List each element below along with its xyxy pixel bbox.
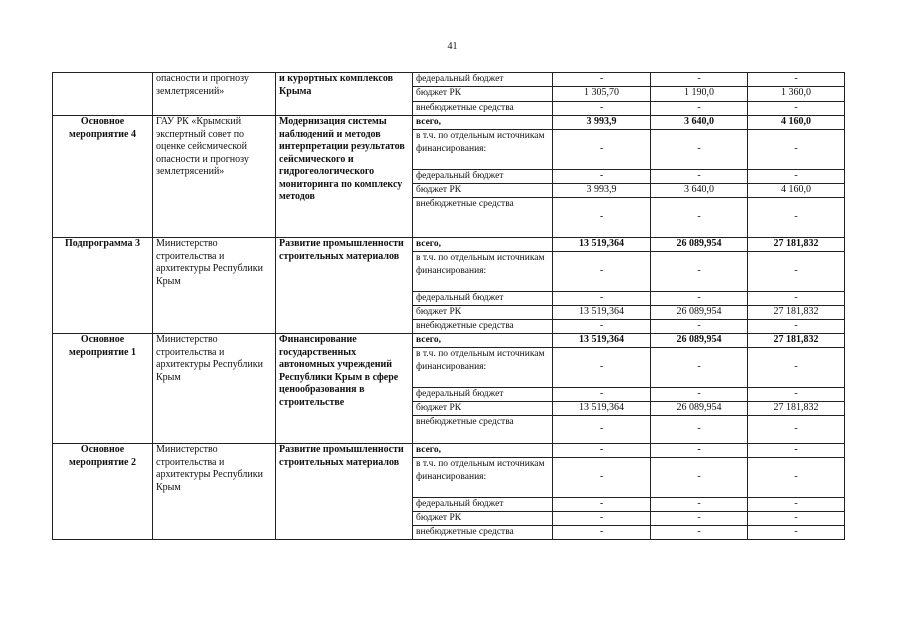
funding-source-cell: всего, bbox=[413, 444, 553, 458]
value-cell: - bbox=[553, 102, 651, 116]
value-cell: - bbox=[553, 512, 651, 526]
funding-source-cell: в т.ч. по отдельным источникам финансирования: bbox=[413, 458, 553, 498]
value-cell: 27 181,832 bbox=[748, 238, 845, 252]
value-cell: - bbox=[748, 512, 845, 526]
value-cell: 13 519,364 bbox=[553, 306, 651, 320]
value-cell: 3 640,0 bbox=[651, 184, 748, 198]
funding-source-cell: бюджет РК bbox=[413, 306, 553, 320]
value-cell: 26 089,954 bbox=[651, 306, 748, 320]
value-cell: - bbox=[748, 526, 845, 540]
value-cell: 3 640,0 bbox=[651, 116, 748, 130]
value-cell: - bbox=[553, 170, 651, 184]
value-cell: 27 181,832 bbox=[748, 402, 845, 416]
value-cell: - bbox=[651, 444, 748, 458]
value-cell: 27 181,832 bbox=[748, 306, 845, 320]
funding-source-cell: в т.ч. по отдельным источникам финансирования: bbox=[413, 252, 553, 292]
table-row bbox=[53, 73, 845, 87]
value-cell: 1 360,0 bbox=[748, 87, 845, 102]
value-cell: - bbox=[748, 444, 845, 458]
value-cell: - bbox=[651, 320, 748, 334]
funding-source-cell: всего, bbox=[413, 116, 553, 130]
value-cell: - bbox=[748, 130, 845, 170]
table-row bbox=[53, 238, 845, 252]
value-cell: - bbox=[748, 388, 845, 402]
budget-table bbox=[52, 72, 845, 540]
value-cell: - bbox=[651, 292, 748, 306]
table-row bbox=[53, 334, 845, 348]
funding-source-cell: федеральный бюджет bbox=[413, 498, 553, 512]
value-cell: 3 993,9 bbox=[553, 184, 651, 198]
value-cell: - bbox=[553, 73, 651, 87]
page-number: 41 bbox=[447, 41, 458, 52]
funding-source-cell: внебюджетные средства bbox=[413, 198, 553, 238]
value-cell: - bbox=[553, 444, 651, 458]
table-row bbox=[53, 444, 845, 458]
funding-source-cell: внебюджетные средства bbox=[413, 320, 553, 334]
value-cell: 1 305,70 bbox=[553, 87, 651, 102]
value-cell: - bbox=[748, 73, 845, 87]
value-cell: - bbox=[651, 388, 748, 402]
program-name-cell: Основное мероприятие 4 bbox=[53, 116, 153, 238]
value-cell: - bbox=[553, 320, 651, 334]
funding-source-cell: федеральный бюджет bbox=[413, 170, 553, 184]
funding-source-cell: федеральный бюджет bbox=[413, 73, 553, 87]
funding-source-cell: в т.ч. по отдельным источникам финансирования: bbox=[413, 130, 553, 170]
value-cell: - bbox=[748, 292, 845, 306]
value-cell: - bbox=[553, 292, 651, 306]
value-cell: - bbox=[748, 498, 845, 512]
value-cell: - bbox=[651, 416, 748, 444]
program-name-cell: Основное мероприятие 1 bbox=[53, 334, 153, 444]
value-cell: - bbox=[553, 348, 651, 388]
measure-title-cell: Модернизация системы наблюдений и методов интерпретации результатов сейсмического и гидрогеологического мониторинга по комплексу методов bbox=[276, 116, 413, 238]
value-cell: 3 993,9 bbox=[553, 116, 651, 130]
value-cell: - bbox=[748, 198, 845, 238]
value-cell: - bbox=[748, 416, 845, 444]
program-name-cell: Подпрограмма 3 bbox=[53, 238, 153, 334]
value-cell: 26 089,954 bbox=[651, 402, 748, 416]
measure-title-cell: и курортных комплексов Крыма bbox=[276, 73, 413, 116]
value-cell: - bbox=[651, 512, 748, 526]
value-cell: - bbox=[553, 526, 651, 540]
value-cell: - bbox=[651, 498, 748, 512]
measure-title-cell: Развитие промышленности строительных материалов bbox=[276, 238, 413, 334]
value-cell: 13 519,364 bbox=[553, 402, 651, 416]
program-name-cell bbox=[53, 73, 153, 116]
value-cell: - bbox=[553, 130, 651, 170]
value-cell: - bbox=[553, 388, 651, 402]
executor-cell: Министерство строительства и архитектуры Республики Крым bbox=[153, 334, 276, 444]
funding-source-cell: всего, bbox=[413, 238, 553, 252]
executor-cell: Министерство строительства и архитектуры Республики Крым bbox=[153, 444, 276, 540]
value-cell: - bbox=[553, 498, 651, 512]
funding-source-cell: бюджет РК bbox=[413, 512, 553, 526]
value-cell: - bbox=[651, 458, 748, 498]
value-cell: - bbox=[651, 348, 748, 388]
measure-title-cell: Финансирование государственных автономных учреждений Республики Крым в сфере ценообразования в строительстве bbox=[276, 334, 413, 444]
funding-source-cell: бюджет РК bbox=[413, 184, 553, 198]
funding-source-cell: всего, bbox=[413, 334, 553, 348]
funding-source-cell: федеральный бюджет bbox=[413, 292, 553, 306]
executor-cell: ГАУ РК «Крымский экспертный совет по оценке сейсмической опасности и прогнозу землетрясений» bbox=[153, 116, 276, 238]
executor-cell: Министерство строительства и архитектуры Республики Крым bbox=[153, 238, 276, 334]
value-cell: - bbox=[651, 130, 748, 170]
value-cell: - bbox=[748, 320, 845, 334]
value-cell: - bbox=[553, 458, 651, 498]
value-cell: - bbox=[651, 198, 748, 238]
value-cell: - bbox=[651, 102, 748, 116]
funding-source-cell: внебюджетные средства bbox=[413, 526, 553, 540]
value-cell: - bbox=[748, 170, 845, 184]
funding-source-cell: федеральный бюджет bbox=[413, 388, 553, 402]
value-cell: - bbox=[651, 526, 748, 540]
value-cell: 4 160,0 bbox=[748, 116, 845, 130]
funding-source-cell: внебюджетные средства bbox=[413, 102, 553, 116]
funding-source-cell: бюджет РК bbox=[413, 402, 553, 416]
value-cell: - bbox=[553, 416, 651, 444]
value-cell: - bbox=[748, 252, 845, 292]
value-cell: 27 181,832 bbox=[748, 334, 845, 348]
value-cell: 26 089,954 bbox=[651, 238, 748, 252]
value-cell: 4 160,0 bbox=[748, 184, 845, 198]
value-cell: 1 190,0 bbox=[651, 87, 748, 102]
funding-source-cell: внебюджетные средства bbox=[413, 416, 553, 444]
funding-source-cell: в т.ч. по отдельным источникам финансирования: bbox=[413, 348, 553, 388]
value-cell: 13 519,364 bbox=[553, 238, 651, 252]
funding-source-cell: бюджет РК bbox=[413, 87, 553, 102]
value-cell: 13 519,364 bbox=[553, 334, 651, 348]
value-cell: - bbox=[553, 198, 651, 238]
value-cell: - bbox=[748, 102, 845, 116]
executor-cell: опасности и прогнозу землетрясений» bbox=[153, 73, 276, 116]
value-cell: - bbox=[651, 252, 748, 292]
value-cell: - bbox=[748, 348, 845, 388]
value-cell: - bbox=[651, 73, 748, 87]
table-row bbox=[53, 116, 845, 130]
value-cell: - bbox=[553, 252, 651, 292]
program-name-cell: Основное мероприятие 2 bbox=[53, 444, 153, 540]
value-cell: - bbox=[748, 458, 845, 498]
value-cell: - bbox=[651, 170, 748, 184]
value-cell: 26 089,954 bbox=[651, 334, 748, 348]
measure-title-cell: Развитие промышленности строительных материалов bbox=[276, 444, 413, 540]
